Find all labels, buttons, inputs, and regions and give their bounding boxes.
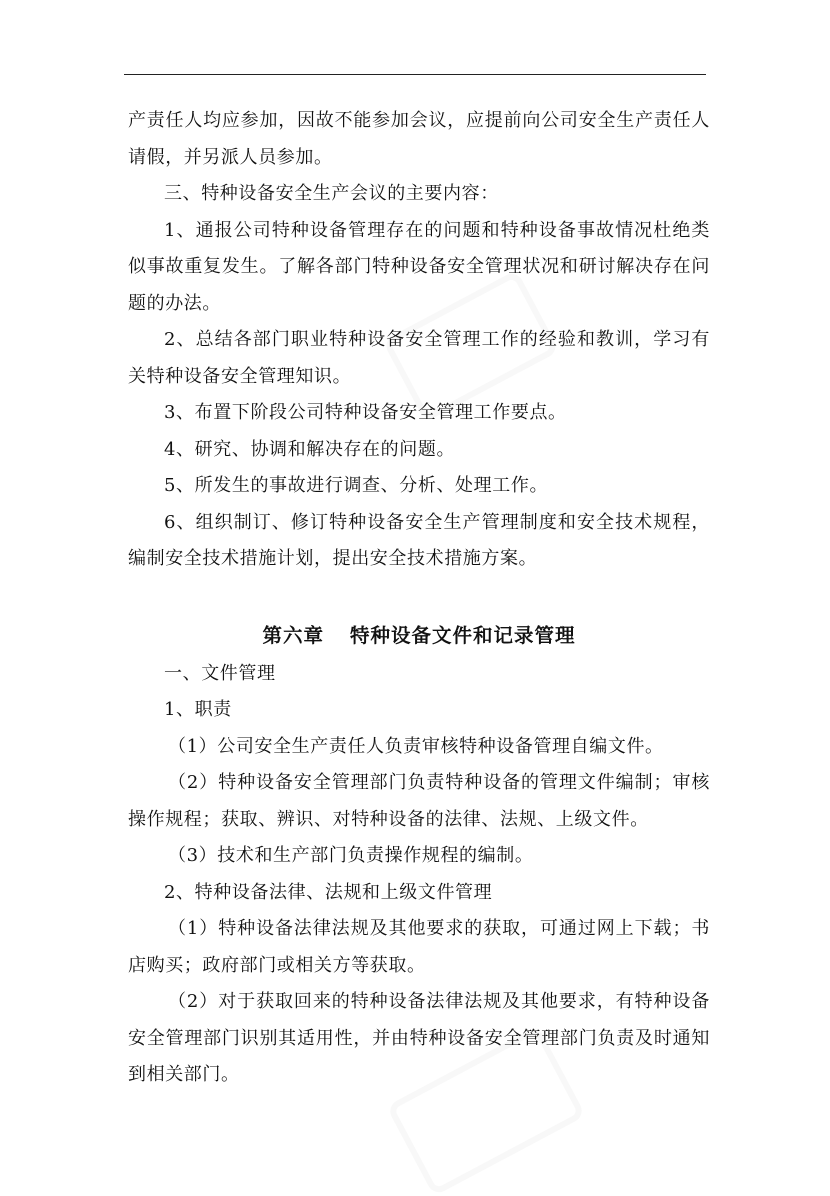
list-item: 1、通报公司特种设备管理存在的问题和特种设备事故情况杜绝类似事故重复发生。了解各部门特种设备安全管理状况和研讨解决存在问题的办法。: [128, 219, 710, 314]
chapter-title: 特种设备文件和记录管理: [350, 623, 576, 647]
chapter-heading: [128, 618, 710, 654]
document-body: [128, 103, 710, 1094]
section-heading: 三、特种设备安全生产会议的主要内容：: [164, 183, 499, 204]
list-item: （1）公司安全生产责任人负责审核特种设备管理自编文件。: [168, 735, 664, 757]
paragraph: 产责任人均应参加，因故不能参加会议，应提前向公司安全生产责任人请假，并另派人员参加。: [128, 110, 710, 168]
list-item: 3、布置下阶段公司特种设备安全管理工作要点。: [164, 402, 567, 423]
header-rule: [124, 74, 706, 75]
list-item: （2）对于获取回来的特种设备法律法规及其他要求，有特种设备安全管理部门识别其适用性，并由特种设备安全管理部门负责及时通知到相关部门。: [128, 991, 710, 1085]
subsection-heading: 1、职责: [164, 699, 232, 720]
section-heading: 一、文件管理: [164, 662, 276, 684]
list-item: （2）特种设备安全管理部门负责特种设备的管理文件编制；审核操作规程；获取、辨识、对特种设备的法律、法规、上级文件。: [128, 772, 710, 830]
list-item: （1）特种设备法律法规及其他要求的获取，可通过网上下载；书店购买；政府部门或相关方等获取。: [128, 918, 710, 976]
subsection-heading: 2、特种设备法律、法规和上级文件管理: [164, 881, 493, 903]
list-item: 2、总结各部门职业特种设备安全管理工作的经验和教训，学习有关特种设备安全管理知识。: [128, 329, 710, 387]
list-item: （3）技术和生产部门负责操作规程的编制。: [168, 845, 534, 866]
chapter-number: 第六章: [262, 623, 324, 647]
list-item: 5、所发生的事故进行调查、分析、处理工作。: [164, 475, 549, 496]
list-item: 6、组织制订、修订特种设备安全生产管理制度和安全技术规程，编制安全技术措施计划，提出安全技术措施方案。: [128, 511, 710, 569]
list-item: 4、研究、协调和解决存在的问题。: [164, 438, 456, 460]
